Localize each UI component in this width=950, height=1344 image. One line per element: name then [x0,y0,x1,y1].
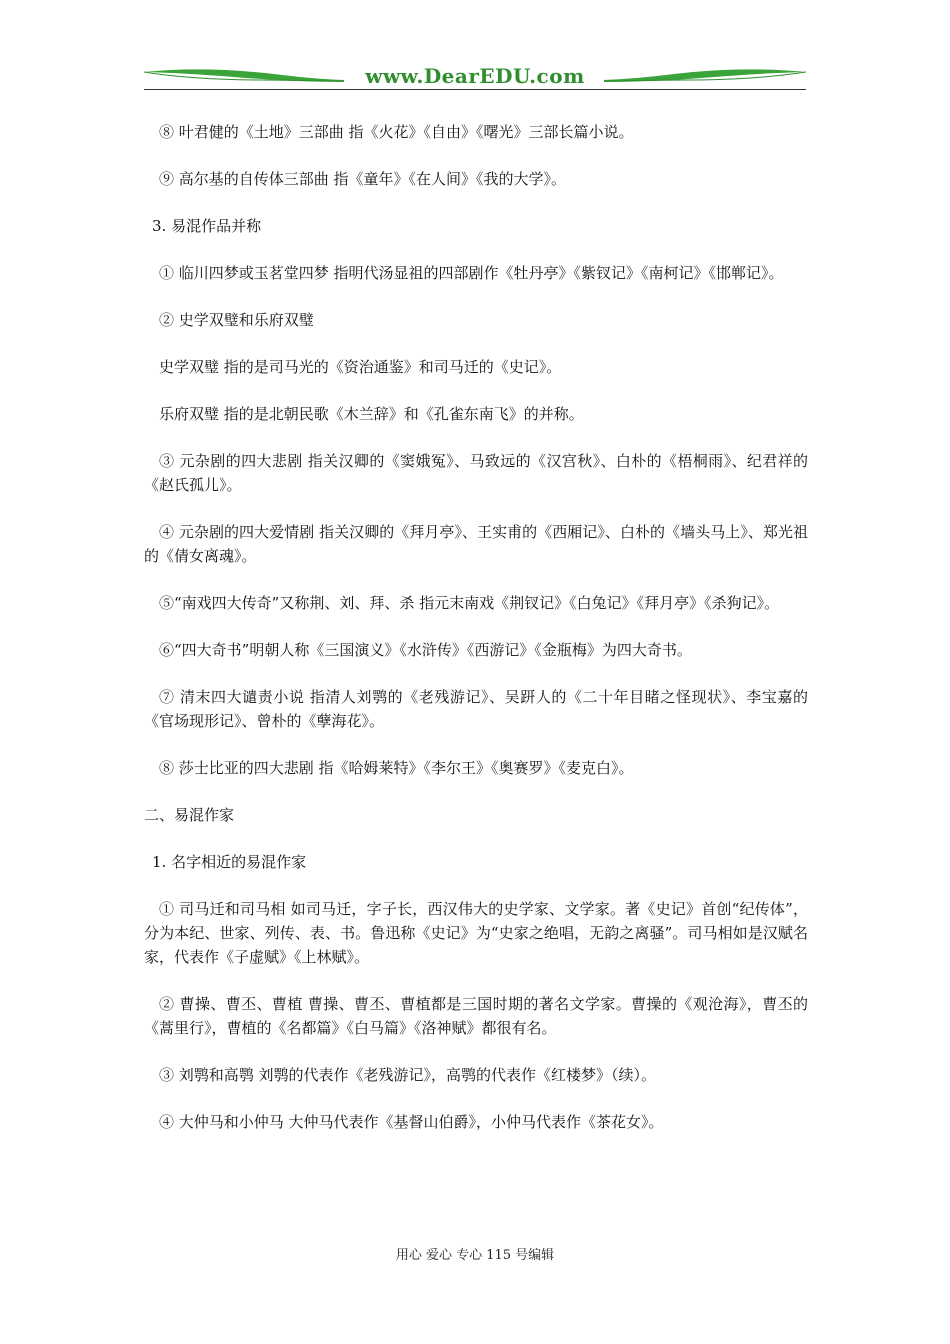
paragraph-16: ① 司马迁和司马相 如司马迁，字子长，西汉伟大的史学家、文学家。著《史记》首创“纪传体”，分为本纪、世家、列传、表、书。鲁迅称《史记》为“史家之绝唱，无韵之离骚”。司马相如是汉赋名家，代表作《子虚赋》《上林赋》。 [144,900,808,966]
paragraph-13: ⑧ 莎士比亚的四大悲剧 指《哈姆莱特》《李尔王》《奥赛罗》《麦克白》。 [159,759,634,777]
paragraph-4: ① 临川四梦或玉茗堂四梦 指明代汤显祖的四部剧作《牡丹亭》《紫钗记》《南柯记》《邯郸记》。 [159,264,784,282]
paragraph-1: ⑧ 叶君健的《土地》三部曲 指《火花》《自由》《曙光》三部长篇小说。 [159,123,634,141]
site-name: www.DearEDU.com [365,64,585,88]
paragraph-8: ③ 元杂剧的四大悲剧 指关汉卿的《窦娥冤》、马致远的《汉宫秋》、白朴的《梧桐雨》、纪君祥的《赵氏孤儿》。 [144,452,808,494]
paragraph-7: 乐府双璧 指的是北朝民歌《木兰辞》和《孔雀东南飞》的并称。 [159,405,584,423]
chapter-heading: 二、易混作家 [144,806,235,824]
page-header [144,62,806,92]
paragraph-10: ⑤“南戏四大传奇”又称荆、刘、拜、杀 指元末南戏《荆钗记》《白兔记》《拜月亭》《杀狗记》。 [159,594,780,612]
paragraph-5: ② 史学双璧和乐府双璧 [159,311,314,329]
document-body [144,120,808,1157]
paragraph-19: ④ 大仲马和小仲马 大仲马代表作《基督山伯爵》，小仲马代表作《茶花女》。 [159,1113,664,1131]
header-divider [144,89,806,90]
paragraph-18: ③ 刘鹗和高鹗 刘鹗的代表作《老残游记》，高鹗的代表作《红楼梦》（续）。 [159,1066,657,1084]
subsection-heading: 1. 名字相近的易混作家 [152,853,307,871]
paragraph-2: ⑨ 高尔基的自传体三部曲 指《童年》《在人间》《我的大学》。 [159,170,567,188]
paragraph-12: ⑦ 清末四大谴责小说 指清人刘鹗的《老残游记》、吴趼人的《二十年目睹之怪现状》、李宝嘉的《官场现形记》、曾朴的《孽海花》。 [144,688,808,730]
section-heading: 3. 易混作品并称 [152,217,262,235]
paragraph-17: ② 曹操、曹丕、曹植 曹操、曹丕、曹植都是三国时期的著名文学家。曹操的《观沧海》，曹丕的《蒿里行》，曹植的《名都篇》《白马篇》《洛神赋》都很有名。 [144,995,808,1037]
paragraph-11: ⑥“四大奇书”明朝人称《三国演义》《水浒传》《西游记》《金瓶梅》为四大奇书。 [159,641,692,659]
page-footer: 用心 爱心 专心 115 号编辑 [395,1248,555,1263]
paragraph-6: 史学双璧 指的是司马光的《资治通鉴》和司马迁的《史记》。 [159,358,562,376]
paragraph-9: ④ 元杂剧的四大爱情剧 指关汉卿的《拜月亭》、王实甫的《西厢记》、白朴的《墙头马上》、郑光祖的《倩女离魂》。 [144,523,808,565]
